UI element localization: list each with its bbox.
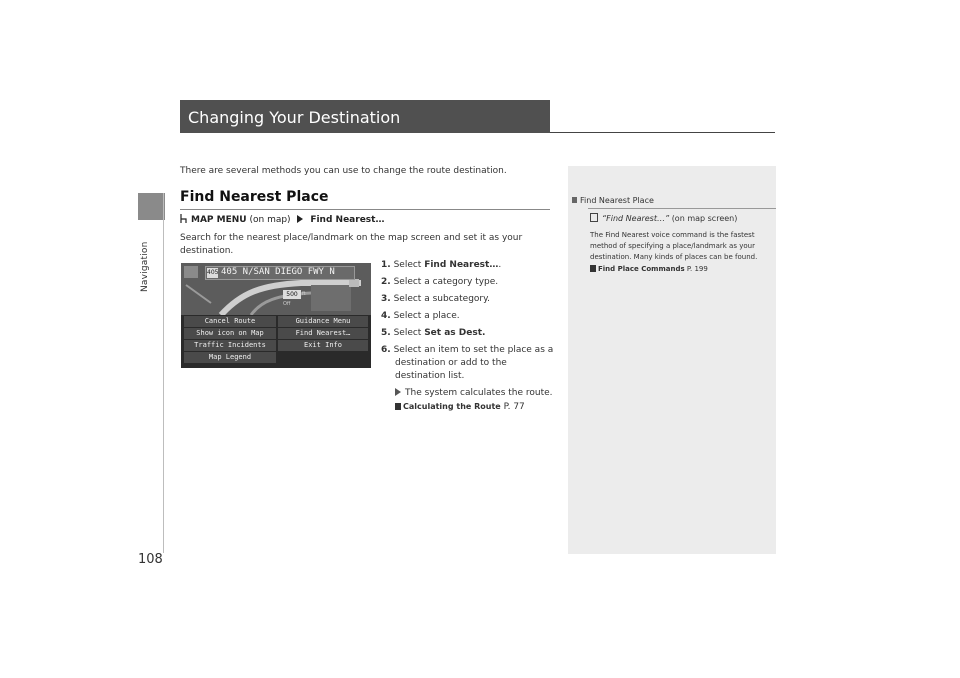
side-note-panel [568, 166, 776, 554]
page-number: 108 [138, 552, 163, 567]
step-text: Select [393, 328, 422, 338]
intro-text: There are several methods you can use to change the route destination. [180, 166, 507, 176]
step-text: Select an item to set the place as a [393, 345, 554, 355]
page-title-bar [180, 100, 550, 133]
status-off: Off [283, 301, 291, 307]
side-note-heading-text: Find Nearest Place [580, 196, 654, 205]
step-6 [381, 345, 553, 355]
step-3 [381, 294, 490, 304]
street-name: 405 N/SAN DIEGO FWY N [221, 267, 335, 277]
step-5 [381, 328, 485, 338]
reference-icon [395, 403, 401, 410]
voice-command-text: “Find Nearest…” [602, 214, 670, 223]
menu-path [180, 214, 384, 225]
traffic-incidents-button[interactable]: Traffic Incidents [184, 340, 276, 351]
path-target: Find Nearest… [310, 215, 385, 225]
voice-command [590, 213, 737, 223]
result-reference [395, 402, 525, 412]
scale-distance: 500 [283, 290, 301, 299]
map-legend-button[interactable]: Map Legend [184, 352, 276, 363]
result-arrow-icon [395, 388, 401, 396]
path-context: (on map) [249, 215, 291, 225]
find-nearest-button[interactable]: Find Nearest… [278, 328, 368, 339]
step-4 [381, 311, 460, 321]
step-6-line-2: destination or add to the [395, 358, 507, 368]
side-note-line: The Find Nearest voice command is the fastest [590, 231, 755, 239]
note-marker-icon [572, 197, 577, 203]
step-text: Select [393, 260, 422, 270]
side-reference-page[interactable]: P. 199 [686, 265, 708, 273]
step-1 [381, 260, 501, 270]
voice-command-icon [590, 213, 598, 222]
step-number: 3. [381, 294, 391, 304]
hardkey-icon [180, 214, 187, 223]
path-menu: MAP MENU [191, 215, 247, 225]
reference-label[interactable]: Calculating the Route [403, 402, 501, 411]
step-result [395, 388, 553, 398]
section-divider-line [163, 193, 164, 553]
title-rule [550, 132, 775, 133]
step-bold: Find Nearest… [424, 260, 499, 270]
guidance-menu-button[interactable]: Guidance Menu [278, 316, 368, 327]
section-description: Search for the nearest place/landmark on the map screen and set it as your destination. [180, 233, 523, 256]
step-number: 6. [381, 345, 391, 355]
section-side-label [140, 232, 154, 292]
step-6-line-3: destination list. [395, 371, 465, 381]
path-arrow-icon [297, 215, 303, 223]
section-heading: Find Nearest Place [180, 189, 329, 205]
page-title: Changing Your Destination [188, 108, 401, 127]
exit-info-button[interactable]: Exit Info [278, 340, 368, 351]
step-bold: Set as Dest. [424, 328, 486, 338]
step-text: Select a category type. [393, 277, 499, 287]
step-number: 4. [381, 311, 391, 321]
voice-command-context: (on map screen) [671, 214, 738, 223]
step-number: 1. [381, 260, 391, 270]
side-note-line: destination. Many kinds of places can be found. [590, 253, 758, 261]
step-2 [381, 277, 498, 287]
step-text: Select a place. [393, 311, 460, 321]
section-tab-marker [138, 193, 165, 220]
side-reference-label[interactable]: Find Place Commands [598, 265, 685, 273]
side-note-reference [590, 265, 708, 273]
section-rule [180, 209, 550, 210]
step-text: Select a subcategory. [393, 294, 491, 304]
side-note-heading [572, 196, 654, 205]
route-shield-icon: 405 [207, 269, 219, 276]
reference-page[interactable]: P. 77 [503, 402, 525, 412]
step-number: 2. [381, 277, 391, 287]
cancel-route-button[interactable]: Cancel Route [184, 316, 276, 327]
step-number: 5. [381, 328, 391, 338]
side-note-line: method of specifying a place/landmark as your [590, 242, 755, 250]
side-note-rule [588, 208, 776, 209]
reference-icon [590, 265, 596, 272]
scale-unit: ft [302, 291, 306, 297]
show-icon-on-map-button[interactable]: Show icon on Map [184, 328, 276, 339]
navigation-screen-image [181, 263, 371, 368]
side-note-body [590, 230, 770, 263]
step-text-post: . [498, 260, 502, 270]
side-label-text: Navigation [140, 241, 150, 292]
result-text: The system calculates the route. [405, 388, 553, 398]
